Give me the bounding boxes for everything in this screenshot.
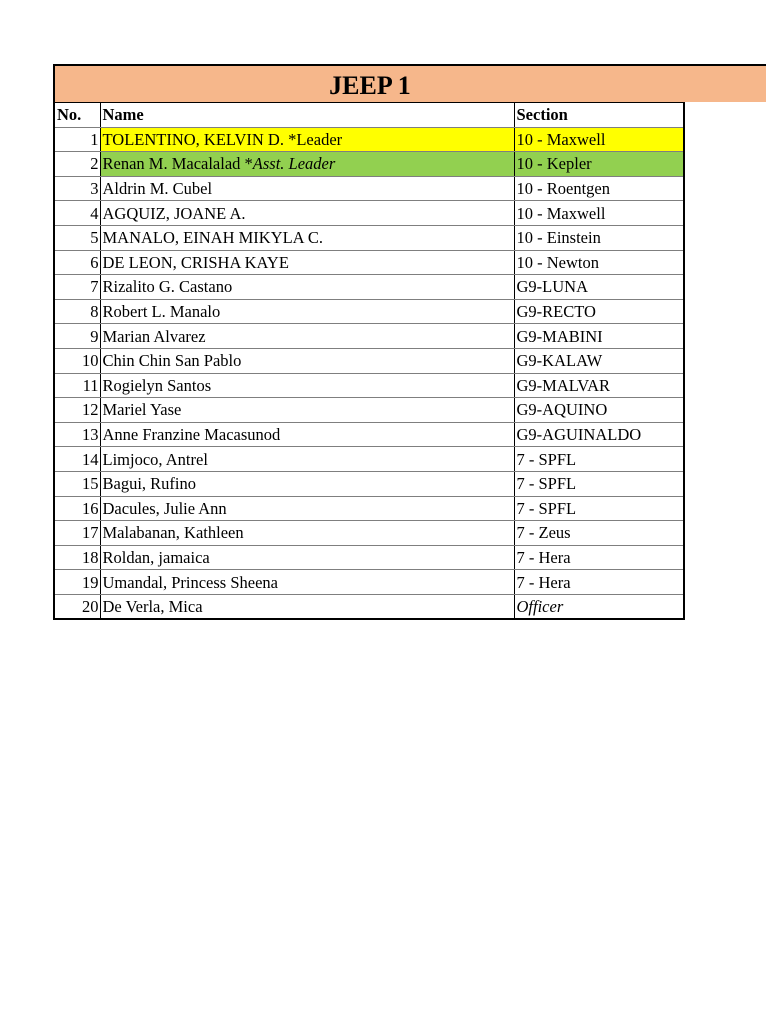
row-number: 11 bbox=[54, 373, 100, 398]
row-name-text: Bagui, Rufino bbox=[102, 474, 196, 494]
row-name bbox=[100, 373, 514, 398]
row-name bbox=[100, 521, 514, 546]
row-number: 9 bbox=[54, 324, 100, 349]
row-number: 17 bbox=[54, 521, 100, 546]
row-name bbox=[100, 496, 514, 521]
row-name bbox=[100, 250, 514, 275]
row-number: 10 bbox=[54, 348, 100, 373]
row-name-text: AGQUIZ, JOANE A. bbox=[102, 203, 246, 223]
row-name-text: Limjoco, Antrel bbox=[102, 449, 208, 469]
row-number: 1 bbox=[54, 127, 100, 152]
table-row bbox=[54, 275, 684, 300]
row-section: 10 - Roentgen bbox=[514, 176, 684, 201]
row-section: G9-LUNA bbox=[514, 275, 684, 300]
table-row bbox=[54, 521, 684, 546]
row-section: 10 - Einstein bbox=[514, 225, 684, 250]
table-row bbox=[54, 545, 684, 570]
row-name-text: Rizalito G. Castano bbox=[102, 277, 233, 297]
row-number: 6 bbox=[54, 250, 100, 275]
row-name-role: Asst. Leader bbox=[252, 154, 336, 174]
row-number: 5 bbox=[54, 225, 100, 250]
row-name-text: Robert L. Manalo bbox=[102, 302, 221, 322]
table-row bbox=[54, 201, 684, 226]
row-section: G9-KALAW bbox=[514, 348, 684, 373]
row-section: 10 - Kepler bbox=[514, 152, 684, 177]
table-row bbox=[54, 496, 684, 521]
row-section: G9-MALVAR bbox=[514, 373, 684, 398]
table-row bbox=[54, 348, 684, 373]
row-name bbox=[100, 570, 514, 595]
row-name bbox=[100, 275, 514, 300]
roster-body bbox=[54, 127, 684, 619]
row-name bbox=[100, 127, 514, 152]
table-row bbox=[54, 447, 684, 472]
header-row bbox=[54, 103, 684, 128]
row-name-text: Roldan, jamaica bbox=[102, 547, 210, 567]
row-name bbox=[100, 398, 514, 423]
row-name-text: Anne Franzine Macasunod bbox=[102, 425, 281, 445]
row-number: 14 bbox=[54, 447, 100, 472]
row-number: 15 bbox=[54, 471, 100, 496]
row-number: 20 bbox=[54, 594, 100, 619]
table-row bbox=[54, 373, 684, 398]
row-name-text: Mariel Yase bbox=[102, 400, 182, 420]
row-number: 12 bbox=[54, 398, 100, 423]
header-no: No. bbox=[54, 103, 100, 128]
row-section: 10 - Maxwell bbox=[514, 127, 684, 152]
row-name bbox=[100, 447, 514, 472]
row-name-text: MANALO, EINAH MIKYLA C. bbox=[102, 228, 323, 248]
row-name-text: Rogielyn Santos bbox=[102, 375, 212, 395]
row-section: 7 - Hera bbox=[514, 570, 684, 595]
row-number: 2 bbox=[54, 152, 100, 177]
row-name bbox=[100, 594, 514, 619]
roster-sheet bbox=[53, 64, 683, 620]
row-section: G9-AGUINALDO bbox=[514, 422, 684, 447]
table-row bbox=[54, 250, 684, 275]
table-row bbox=[54, 570, 684, 595]
row-name bbox=[100, 299, 514, 324]
row-section: 7 - SPFL bbox=[514, 496, 684, 521]
row-section: Officer bbox=[514, 594, 684, 619]
table-row bbox=[54, 152, 684, 177]
table-row bbox=[54, 471, 684, 496]
row-section: 10 - Maxwell bbox=[514, 201, 684, 226]
row-number: 13 bbox=[54, 422, 100, 447]
sheet-title: JEEP 1 bbox=[329, 71, 411, 100]
header-name: Name bbox=[100, 103, 514, 128]
row-name-text: Renan M. Macalalad * bbox=[102, 154, 253, 174]
table-row bbox=[54, 225, 684, 250]
table-row bbox=[54, 398, 684, 423]
row-name bbox=[100, 471, 514, 496]
row-section: G9-RECTO bbox=[514, 299, 684, 324]
table-row bbox=[54, 594, 684, 619]
table-row bbox=[54, 299, 684, 324]
row-number: 18 bbox=[54, 545, 100, 570]
row-name-text: Malabanan, Kathleen bbox=[102, 523, 244, 543]
row-name-text: De Verla, Mica bbox=[102, 597, 203, 617]
row-name-text: TOLENTINO, KELVIN D. *Leader bbox=[102, 129, 343, 149]
row-name-text: Chin Chin San Pablo bbox=[102, 351, 242, 371]
row-name bbox=[100, 176, 514, 201]
row-section: 7 - SPFL bbox=[514, 471, 684, 496]
row-number: 8 bbox=[54, 299, 100, 324]
row-name bbox=[100, 225, 514, 250]
title-band bbox=[53, 64, 766, 102]
row-name-text: Dacules, Julie Ann bbox=[102, 498, 227, 518]
row-name bbox=[100, 324, 514, 349]
row-section: G9-AQUINO bbox=[514, 398, 684, 423]
row-number: 16 bbox=[54, 496, 100, 521]
row-name bbox=[100, 201, 514, 226]
row-name bbox=[100, 422, 514, 447]
row-section: 7 - Zeus bbox=[514, 521, 684, 546]
row-section: G9-MABINI bbox=[514, 324, 684, 349]
row-section: 10 - Newton bbox=[514, 250, 684, 275]
table-row bbox=[54, 127, 684, 152]
row-number: 3 bbox=[54, 176, 100, 201]
table-row bbox=[54, 176, 684, 201]
row-number: 4 bbox=[54, 201, 100, 226]
table-row bbox=[54, 422, 684, 447]
roster-table bbox=[53, 102, 685, 620]
row-number: 7 bbox=[54, 275, 100, 300]
row-section: 7 - SPFL bbox=[514, 447, 684, 472]
row-name-text: Umandal, Princess Sheena bbox=[102, 572, 278, 592]
row-name-text: DE LEON, CRISHA KAYE bbox=[102, 252, 289, 272]
row-name-text: Aldrin M. Cubel bbox=[102, 179, 213, 199]
header-section: Section bbox=[514, 103, 684, 128]
row-name bbox=[100, 152, 514, 177]
row-number: 19 bbox=[54, 570, 100, 595]
row-name-text: Marian Alvarez bbox=[102, 326, 206, 346]
row-section: 7 - Hera bbox=[514, 545, 684, 570]
table-row bbox=[54, 324, 684, 349]
row-name bbox=[100, 545, 514, 570]
row-name bbox=[100, 348, 514, 373]
